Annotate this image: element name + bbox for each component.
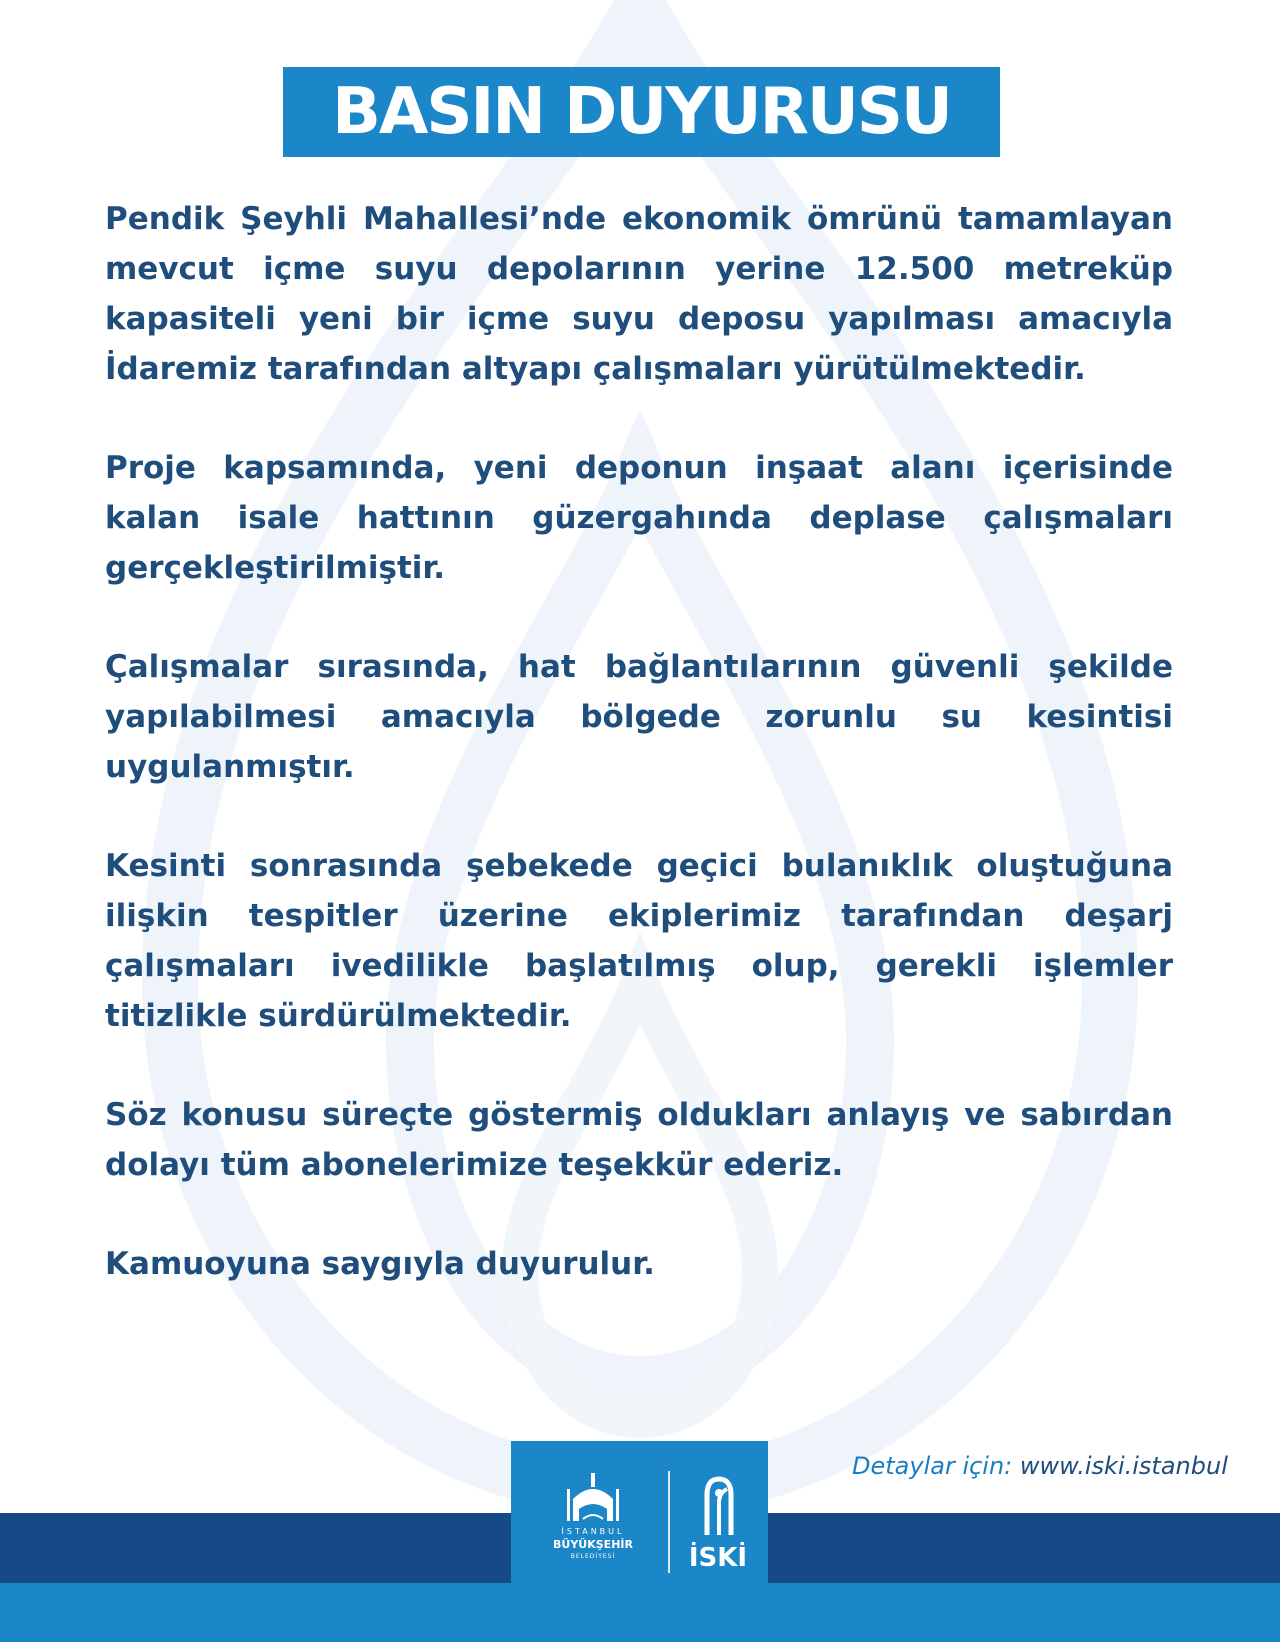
closing-line: Kamuoyuna saygıyla duyurulur. [105, 1246, 655, 1282]
logo-panel [511, 1441, 768, 1609]
ibb-logo-line1: İSTANBUL [561, 1527, 625, 1536]
iski-emblem-icon [699, 1473, 739, 1539]
paragraph: Söz konusu süreçte göstermiş oldukları anlayış ve sabırdan dolayı tüm abonelerimize teşekkür ederiz. [105, 1097, 1173, 1183]
paragraph: Pendik Şeyhli Mahallesi’nde ekonomik ömrünü tamamlayan mevcut içme suyu depolarının yerine 12.500 metreküp kapasiteli yeni bir içme suyu deposu yapılması amacıyla İdaremiz tarafından altyapı çalışmaları yürütülmektedir. [105, 201, 1173, 387]
page-title: BASIN DUYURUSU [283, 67, 1000, 157]
website-link[interactable]: www.iski.istanbul [1019, 1452, 1228, 1480]
iski-logo-text: İSKİ [688, 1543, 748, 1573]
details-label: Detaylar için: [852, 1452, 1013, 1480]
paragraph: Kesinti sonrasında şebekede geçici bulanıklık oluştuğuna ilişkin tespitler üzerine ekiplerimiz tarafından deşarj çalışmaları ivedilikle başlatılmış olup, gerekli işlemler titizlikle sürdürülmektedir. [105, 848, 1173, 1034]
ibb-logo [549, 1471, 637, 1579]
ibb-logo-line2: BÜYÜKŞEHİR [553, 1538, 633, 1551]
paragraph: Proje kapsamında, yeni deponun inşaat alanı içerisinde kalan isale hattının güzergahında deplase çalışmaları gerçekleştirilmiştir. [105, 450, 1173, 586]
details-line [852, 1452, 1228, 1480]
ibb-emblem-icon [565, 1471, 621, 1523]
ibb-logo-line3: BELEDİYESİ [570, 1553, 616, 1560]
press-release-body [105, 194, 1173, 1289]
iski-logo [683, 1473, 753, 1583]
logo-divider [668, 1471, 670, 1573]
paragraph: Çalışmalar sırasında, hat bağlantılarının güvenli şekilde yapılabilmesi amacıyla bölgede zorunlu su kesintisi uygulanmıştır. [105, 649, 1173, 785]
